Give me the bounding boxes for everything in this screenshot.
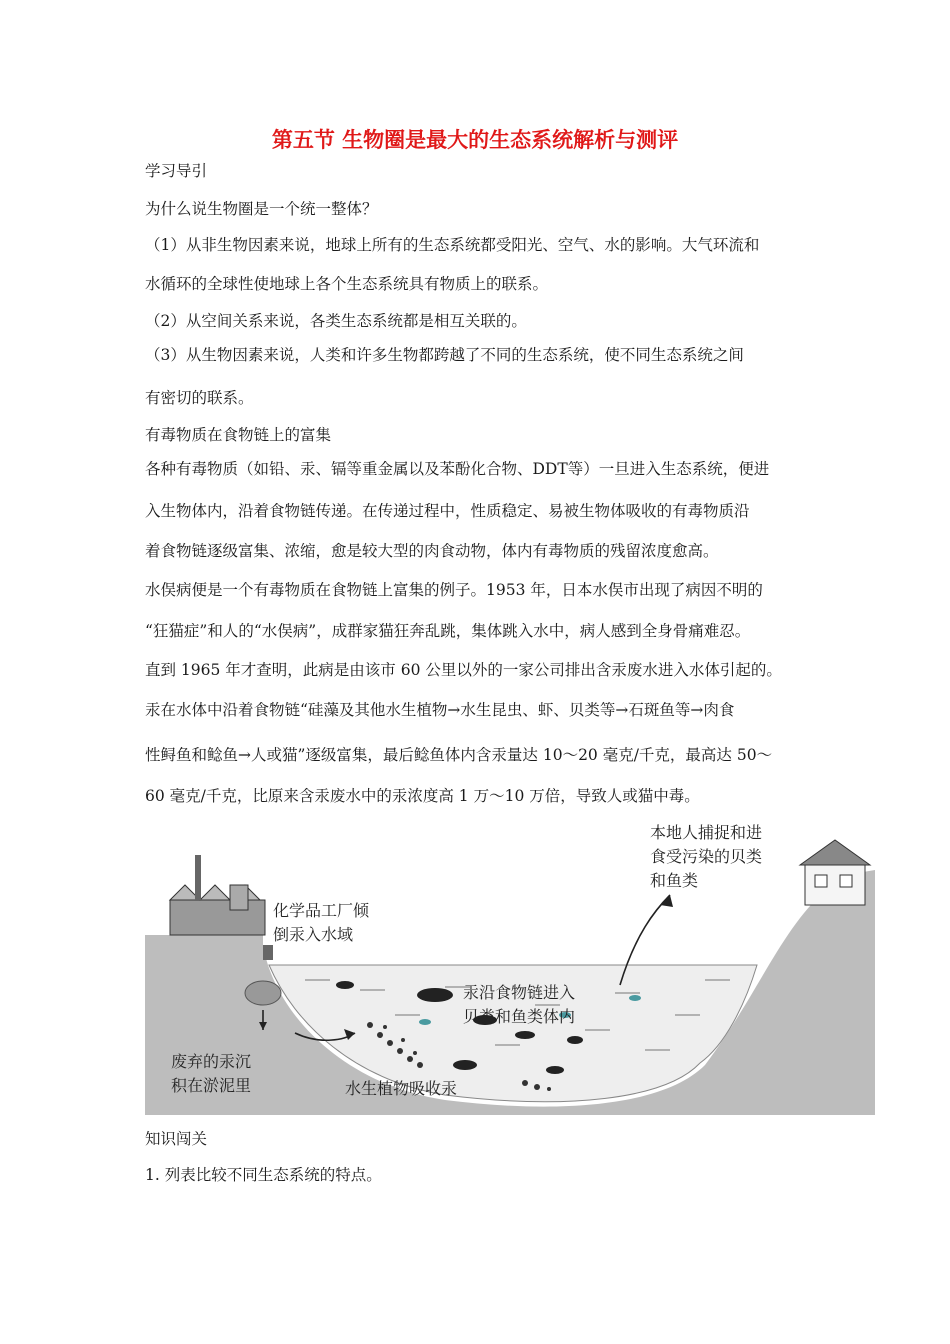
sediment-label-line: 积在淤泥里 — [171, 1076, 252, 1095]
text-line: 为什么说生物圈是一个统一整体？ — [145, 200, 378, 218]
text-line: 各种有毒物质（如铅、汞、镉等重金属以及苯酚化合物、DDT等）一旦进入生态系统，便进 — [145, 460, 770, 478]
sediment-label-line: 废弃的汞沉 — [171, 1052, 252, 1071]
text-line: 有密切的联系。 — [145, 389, 254, 407]
text-line: 水俣病便是一个有毒物质在食物链上富集的例子。1953 年，日本水俣市出现了病因不明的 — [145, 581, 763, 599]
text-line: “狂猫症”和人的“水俣病”，成群家猫狂奔乱跳，集体跳入水中，病人感到全身骨痛难忍。 — [145, 622, 751, 640]
mercury-food-label-line: 贝类和鱼类体内 — [463, 1007, 576, 1026]
text-line: 有毒物质在食物链上的富集 — [145, 426, 332, 444]
question-line: 1. 列表比较不同生态系统的特点。 — [145, 1166, 382, 1184]
text-line: 水循环的全球性使地球上各个生态系统具有物质上的联系。 — [145, 275, 549, 293]
text-line: 入生物体内，沿着食物链传递。在传递过程中，性质稳定、易被生物体吸收的有毒物质沿 — [145, 502, 750, 520]
text-line: （3）从生物因素来说，人类和许多生物都跨越了不同的生态系统，使不同生态系统之间 — [145, 346, 744, 364]
plants-label: 水生植物吸收汞 — [345, 1079, 458, 1098]
locals-label-line: 和鱼类 — [650, 871, 699, 890]
text-line: 汞在水体中沿着食物链“硅藻及其他水生植物→水生昆虫、虾、贝类等→石斑鱼等→肉食 — [145, 701, 735, 719]
factory-label-line: 倒汞入水域 — [273, 925, 354, 944]
mercury-pollution-illustration — [145, 815, 875, 1115]
section-heading: 知识闯关 — [145, 1130, 208, 1148]
text-line: 学习导引 — [145, 162, 208, 180]
text-line: （2）从空间关系来说，各类生态系统都是相互关联的。 — [145, 312, 527, 330]
factory-label-line: 化学品工厂倾 — [273, 901, 370, 920]
text-line: 直到 1965 年才查明，此病是由该市 60 公里以外的一家公司排出含汞废水进入水体引起的。 — [145, 661, 782, 679]
illustration-drawing — [145, 815, 875, 1115]
sediment-label — [171, 1050, 251, 1098]
text-line: 着食物链逐级富集、浓缩，愈是较大型的肉食动物，体内有毒物质的残留浓度愈高。 — [145, 542, 719, 560]
text-line: （1）从非生物因素来说，地球上所有的生态系统都受阳光、空气、水的影响。大气环流和 — [145, 236, 760, 254]
mercury-food-label-line: 汞沿食物链进入 — [463, 983, 576, 1002]
mercury-food-label — [463, 981, 575, 1029]
text-line: 60 毫克/千克，比原来含汞废水中的汞浓度高 1 万～10 万倍，导致人或猫中毒。 — [145, 787, 700, 805]
text-line: 性鲟鱼和鲶鱼→人或猫”逐级富集，最后鲶鱼体内含汞量达 10～20 毫克/千克，最高达 50～ — [145, 746, 773, 764]
locals-label — [650, 821, 762, 893]
locals-label-line: 食受污染的贝类 — [650, 847, 763, 866]
page-title: 第五节 生物圈是最大的生态系统解析与测评 — [271, 128, 679, 152]
locals-label-line: 本地人捕捉和进 — [650, 823, 763, 842]
factory-label — [273, 899, 369, 947]
